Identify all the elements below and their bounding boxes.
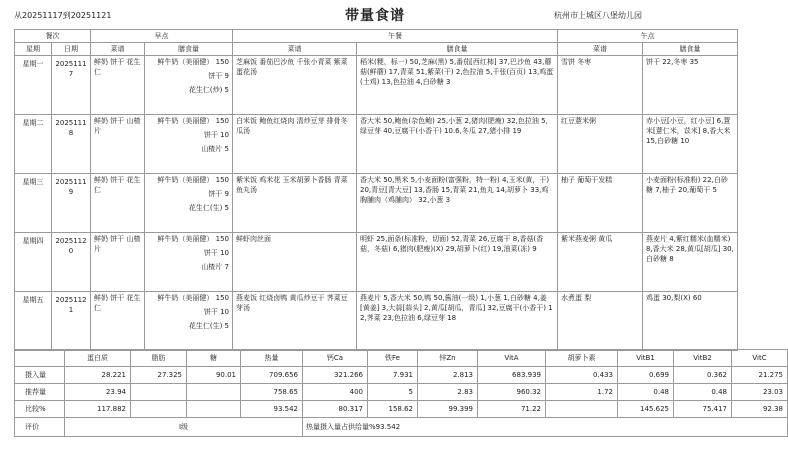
nutrient-value: 758.65 xyxy=(241,384,303,401)
snack-amount-cell: 鸡蛋 30,梨(X) 60 xyxy=(643,292,738,351)
lunch-amount-cell: 燕麦片 5,香大米 50,鸭 50,酱油(一级) 1,小葱 1,白砂糖 4,姜[黄姜] 3,大蒜[蒜头] 2,黄瓜[胡瓜，青瓜] 32,豆腐干(小香干) 12,荠菜 23,色拉油 6,绿豆芽 18 xyxy=(357,292,558,351)
snack-dish-cell: 红豆薏米粥 xyxy=(558,115,643,174)
breakfast-amount-cell xyxy=(145,56,233,115)
date-range: 从20251117到20251121 xyxy=(14,11,112,20)
nutrient-value: 0.699 xyxy=(618,367,674,384)
lunch-dish-cell: 鲜虾肉丝面 xyxy=(233,233,357,292)
comparison-row xyxy=(15,401,788,418)
breakfast-amount-line: 鲜牛奶（美丽健） 150 xyxy=(157,58,229,66)
evaluation-summary: 热量摄入量占供给量%93.542 xyxy=(303,418,788,437)
weekday-cell: 星期五 xyxy=(15,292,52,351)
lunch-dish-cell: 芝麻饭 番茄巴沙鱼 千张小青菜 紫菜蛋花汤 xyxy=(233,56,357,115)
breakfast-amount-cell xyxy=(145,115,233,174)
snack-dish-cell: 水煮蛋 梨 xyxy=(558,292,643,351)
date-cell: 20251117 xyxy=(52,56,91,115)
breakfast-dish-cell: 鲜奶 饼干 山楂片 xyxy=(91,233,145,292)
breakfast-dish-cell: 鲜奶 饼干 花生仁 xyxy=(91,174,145,233)
menu-header-row-1 xyxy=(15,30,738,43)
breakfast-amount-cell xyxy=(145,292,233,351)
snack-dish-cell: 柚子 葡萄干发糕 xyxy=(558,174,643,233)
day-row-tue xyxy=(15,115,738,174)
snack-amount-cell: 赤小豆[小豆，红小豆] 6,薏米[薏仁米，苡米] 8,香大米 15,白砂糖 10 xyxy=(643,115,738,174)
nutrient-value xyxy=(187,401,241,418)
date-cell: 20251118 xyxy=(52,115,91,174)
menu-table xyxy=(14,29,738,351)
nutrient-value xyxy=(187,384,241,401)
nutrient-value: 145.625 xyxy=(618,401,674,418)
nutrient-value: 683.939 xyxy=(478,367,546,384)
nutrient-value: 99.399 xyxy=(418,401,478,418)
lunch-header: 午餐 xyxy=(233,30,558,43)
nutrient-value: 960.32 xyxy=(478,384,546,401)
lunch-amount-cell: 香大米 50,鲍鱼(杂色鲍) 25,小葱 2,猪肉(肥瘦) 32,色拉油 5,绿豆芽 40,豆腐干(小香干) 10.6,冬瓜 27,猪小排 19 xyxy=(357,115,558,174)
snack-amount-cell: 小麦面粉(标准粉) 22,白砂糖 7,柚子 20,葡萄干 5 xyxy=(643,174,738,233)
nutrient-value: 7.931 xyxy=(368,367,418,384)
nutrient-value: 158.62 xyxy=(368,401,418,418)
nutrient-header: VitA xyxy=(478,350,546,367)
day-row-fri xyxy=(15,292,738,351)
nutrient-header: VitC xyxy=(732,350,788,367)
nutrient-header: 胡萝卜素 xyxy=(546,350,618,367)
nutrient-header: 蛋白质 xyxy=(65,350,131,367)
breakfast-amount-line: 饼干 10 xyxy=(203,131,229,139)
nutrient-value: 1.72 xyxy=(546,384,618,401)
breakfast-amount-header: 膳食量 xyxy=(145,43,233,56)
lunch-amount-header: 膳食量 xyxy=(357,43,558,56)
nutrient-value: 2.813 xyxy=(418,367,478,384)
row-label: 推荐量 xyxy=(15,384,65,401)
date-cell: 20251121 xyxy=(52,292,91,351)
nutrient-header: 糖 xyxy=(187,350,241,367)
breakfast-dish-header: 菜谱 xyxy=(91,43,145,56)
breakfast-amount-cell xyxy=(145,174,233,233)
date-cell: 20251119 xyxy=(52,174,91,233)
lunch-amount-cell: 香大米 50,黑米 5,小麦面粉(富强粉，特一粉) 4,玉米(黄，干) 20,青豆[青大豆] 13,香肠 15,青菜 21,鱼丸 14,胡萝卜 33,鸡胸脯肉（鸡脯肉） 32,小葱 3 xyxy=(357,174,558,233)
nutrient-value: 27.325 xyxy=(131,367,187,384)
nutrient-value: 2.83 xyxy=(418,384,478,401)
nutrient-value: 93.542 xyxy=(241,401,303,418)
nutrient-value: 75.417 xyxy=(674,401,732,418)
breakfast-amount-line: 花生仁(生) 5 xyxy=(188,322,229,330)
snack-header: 午点 xyxy=(558,30,738,43)
breakfast-amount-line: 鲜牛奶（美丽健） 150 xyxy=(157,235,229,243)
weekday-cell: 星期一 xyxy=(15,56,52,115)
nutrient-header: 铁Fe xyxy=(368,350,418,367)
weekday-cell: 星期三 xyxy=(15,174,52,233)
nutrient-value: 5 xyxy=(368,384,418,401)
nutrient-value: 21.275 xyxy=(732,367,788,384)
nutrient-value: 23.94 xyxy=(65,384,131,401)
nutrient-value: 321.266 xyxy=(303,367,368,384)
nutrient-value: 0.433 xyxy=(546,367,618,384)
snack-amount-header: 膳食量 xyxy=(643,43,738,56)
date-cell: 20251120 xyxy=(52,233,91,292)
nutrient-value: 90.01 xyxy=(187,367,241,384)
nutrient-value xyxy=(131,384,187,401)
snack-dish-header: 菜谱 xyxy=(558,43,643,56)
breakfast-amount-line: 饼干 9 xyxy=(208,190,229,198)
nutrient-value: 709.656 xyxy=(241,367,303,384)
nutrient-value: 71.22 xyxy=(478,401,546,418)
nutrient-value: 28.221 xyxy=(65,367,131,384)
nutrient-header: 钙Ca xyxy=(303,350,368,367)
page-header xyxy=(0,0,750,30)
lunch-amount-cell: 稻米(粳，标一) 50,芝麻(黑) 5,番茄[西红柿] 37,巴沙鱼 43,蘑菇(鲜蘑) 17,青菜 51,紫菜(干) 2,色拉油 5,千张(百页) 13,鸡蛋(土鸡) 13,色拉油 4,白砂糖 3 xyxy=(357,56,558,115)
day-row-wed xyxy=(15,174,738,233)
menu-header-row-2 xyxy=(15,43,738,56)
row-label: 摄入量 xyxy=(15,367,65,384)
nutrient-value: 92.38 xyxy=(732,401,788,418)
nutrition-corner-cell xyxy=(15,350,65,367)
school-name: 杭州市上城区八堡幼儿园 xyxy=(554,11,642,20)
weekday-cell: 星期四 xyxy=(15,233,52,292)
nutrient-value: 0.48 xyxy=(674,384,732,401)
nutrient-value: 0.48 xyxy=(618,384,674,401)
breakfast-amount-line: 山楂片 7 xyxy=(201,263,229,271)
lunch-dish-cell: 燕麦饭 红烧卤鸭 黄瓜炒豆干 荠菜豆芽汤 xyxy=(233,292,357,351)
breakfast-dish-cell: 鲜奶 饼干 山楂片 xyxy=(91,115,145,174)
nutrient-header: 脂肪 xyxy=(131,350,187,367)
breakfast-amount-line: 鲜牛奶（美丽健） 150 xyxy=(157,176,229,184)
snack-dish-cell: 紫米燕麦粥 黄瓜 xyxy=(558,233,643,292)
breakfast-amount-line: 饼干 10 xyxy=(203,249,229,257)
row-label: 比较% xyxy=(15,401,65,418)
snack-amount-cell: 饼干 22,冬枣 35 xyxy=(643,56,738,115)
intake-row xyxy=(15,367,788,384)
meal-header: 餐次 xyxy=(15,30,91,43)
nutrient-value: 80.317 xyxy=(303,401,368,418)
breakfast-amount-cell xyxy=(145,233,233,292)
nutrient-header: 锌Zn xyxy=(418,350,478,367)
breakfast-amount-line: 饼干 9 xyxy=(208,72,229,80)
nutrient-value xyxy=(546,401,618,418)
page-title: 带量食谱 xyxy=(345,8,405,24)
evaluation-grade: I级 xyxy=(65,418,303,437)
nutrient-value: 0.362 xyxy=(674,367,732,384)
breakfast-dish-cell: 鲜奶 饼干 花生仁 xyxy=(91,56,145,115)
nutrition-table xyxy=(14,349,788,437)
breakfast-amount-line: 山楂片 5 xyxy=(201,145,229,153)
breakfast-amount-line: 花生仁(炒) 5 xyxy=(188,86,229,94)
breakfast-amount-line: 饼干 10 xyxy=(203,308,229,316)
breakfast-dish-cell: 鲜奶 饼干 花生仁 xyxy=(91,292,145,351)
snack-dish-cell: 雪饼 冬枣 xyxy=(558,56,643,115)
breakfast-amount-line: 鲜牛奶（美丽健） 150 xyxy=(157,294,229,302)
evaluation-row xyxy=(15,418,788,437)
nutrition-header-row xyxy=(15,350,788,367)
date-header: 日期 xyxy=(52,43,91,56)
nutrient-header: VitB2 xyxy=(674,350,732,367)
breakfast-amount-line: 花生仁(生) 5 xyxy=(188,204,229,212)
weekday-header: 星期 xyxy=(15,43,52,56)
weekday-cell: 星期二 xyxy=(15,115,52,174)
nutrient-header: 热量 xyxy=(241,350,303,367)
nutrient-header: VitB1 xyxy=(618,350,674,367)
evaluation-label: 评价 xyxy=(15,418,65,437)
day-row-thu xyxy=(15,233,738,292)
lunch-amount-cell: 明虾 25,面条(标准粉，切面) 52,青菜 26,豆腐干 8,香菇(香菇，冬菇) 6,猪肉(肥瘦)(X) 29,胡萝卜(红) 19,油菜(冻) 9 xyxy=(357,233,558,292)
lunch-dish-cell: 紫米饭 鸡米花 玉米胡萝卜香肠 青菜鱼丸汤 xyxy=(233,174,357,233)
lunch-dish-cell: 白米饭 鲍鱼红烧肉 清炒豆芽 排骨冬瓜汤 xyxy=(233,115,357,174)
snack-amount-cell: 燕麦片 4,紫红糯米(血糯米) 8,香大米 28,黄瓜[胡瓜] 30,白砂糖 8 xyxy=(643,233,738,292)
nutrient-value: 23.03 xyxy=(732,384,788,401)
nutrient-value xyxy=(131,401,187,418)
recommended-row xyxy=(15,384,788,401)
breakfast-amount-line: 鲜牛奶（美丽健） 150 xyxy=(157,117,229,125)
breakfast-header: 早点 xyxy=(91,30,233,43)
lunch-dish-header: 菜谱 xyxy=(233,43,357,56)
day-row-mon xyxy=(15,56,738,115)
nutrient-value: 400 xyxy=(303,384,368,401)
nutrient-value: 117.882 xyxy=(65,401,131,418)
